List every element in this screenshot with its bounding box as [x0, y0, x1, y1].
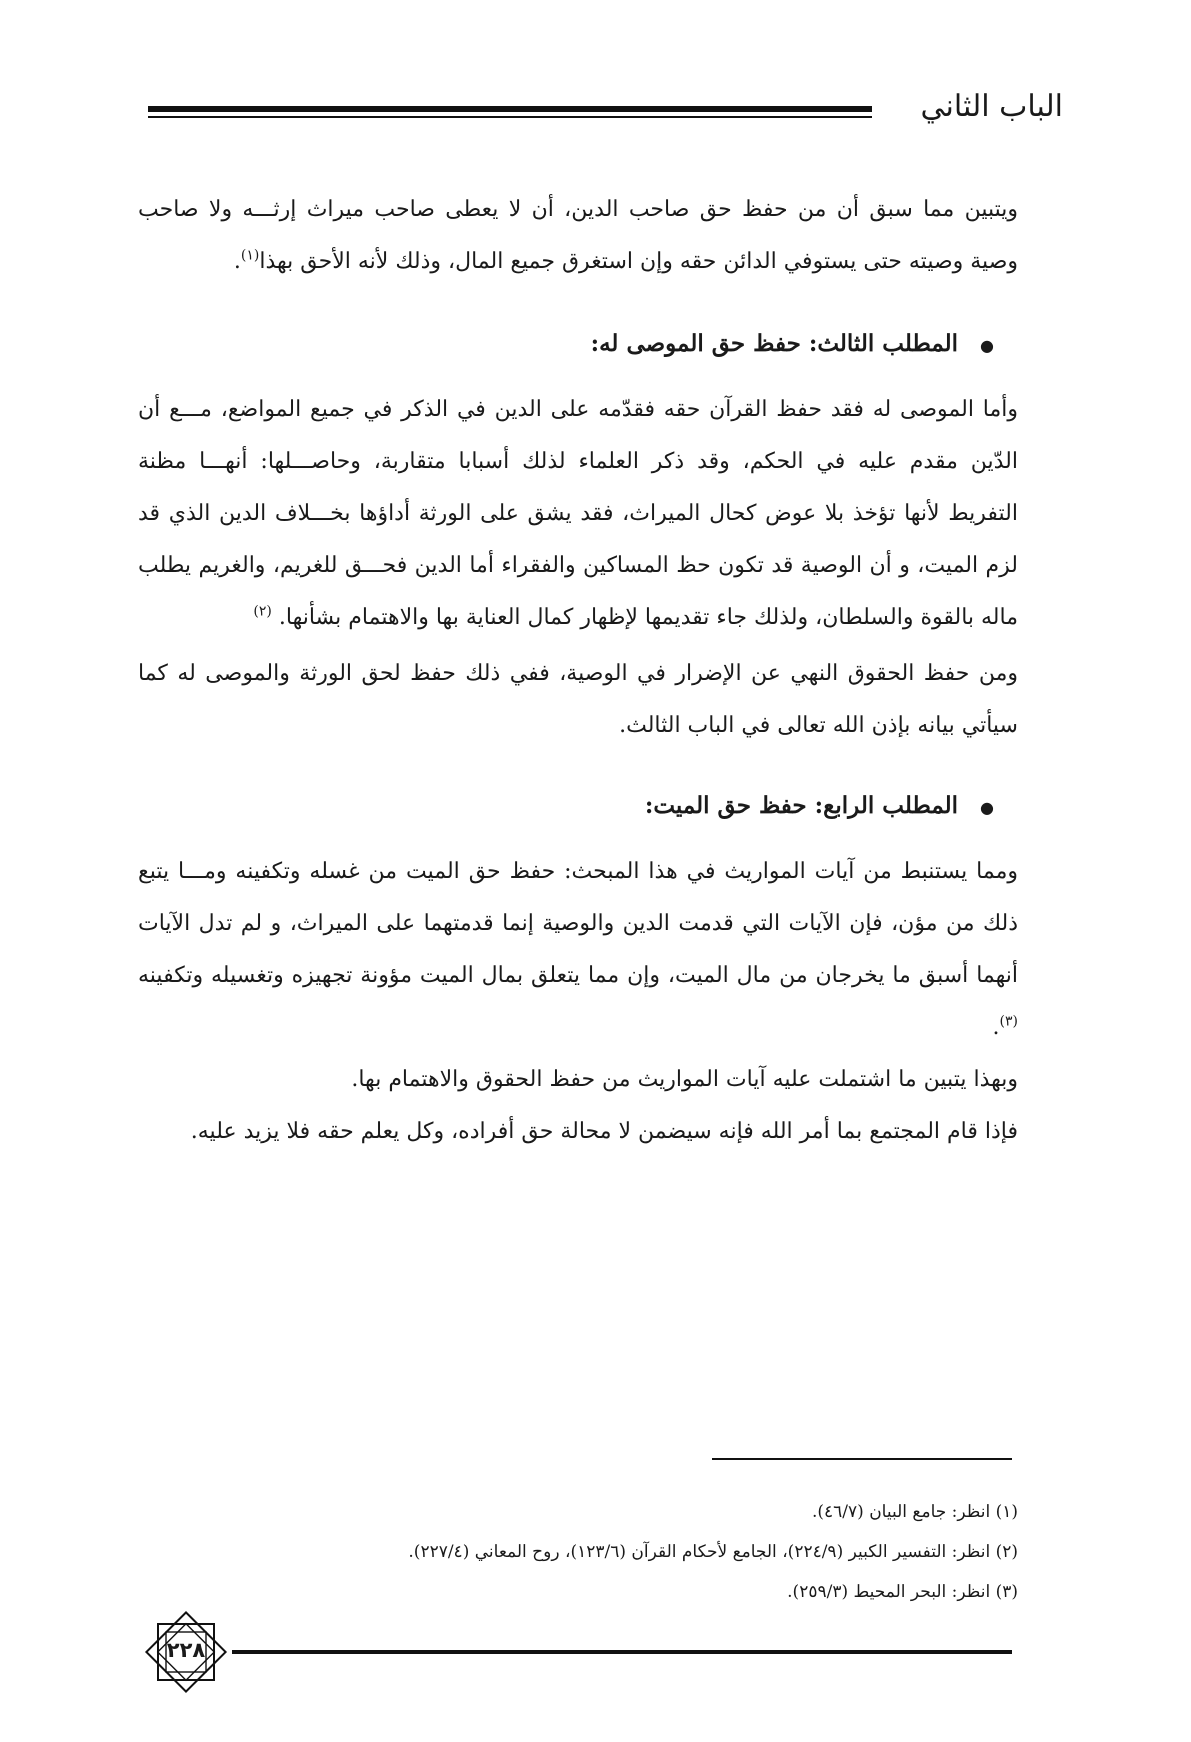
header-rule-thick	[148, 106, 872, 112]
paragraph-6: فإذا قام المجتمع بما أمر الله فإنه سيضمن لا محالة حق أفراده، وكل يعلم حقه فلا يزيد عليه.	[190, 1119, 1018, 1144]
paragraph-2	[138, 384, 1018, 644]
paragraph-5: وبهذا يتبين ما اشتملت عليه آيات المواريث من حفظ الحقوق والاهتمام بها.	[351, 1067, 1018, 1092]
paragraph-4: ومما يستنبط من آيات المواريث في هذا المبحث: حفظ حق الميت من غسله وتكفينه ومـــا يتبع ذلك من مؤن، فإن الآيات التي قدمت الدين والوصية إنما قدمتهما على الميراث، و لم تدل الآيات أنهما أسبق ما يخرجان من مال الميت، وإن مما يتعلق بمال الميت مؤونة تجهيزه وتغسيله وتكفينه $^{(٣)}$.	[138, 859, 1018, 1040]
page-number: ٢٢٨	[166, 1638, 206, 1662]
paragraph-2-text: وأما الموصى له فقد حفظ القرآن حقه فقدّمه على الدين في الذكر في جميع المواضع، مـــع أن الدّين مقدم عليه في الحكم، وقد ذكر العلماء لذلك أسبابا متقاربة، وحاصـــلها: أنهـــا مظنة التفريط لأنها تؤخذ بلا عوض كحال الميراث، فقد يشق على الورثة أداؤها بخـــلاف الدين الذي قد لزم الميت، و أن الوصية قد تكون حظ المساكين والفقراء أما الدين فحـــق للغريم، والغريم يطلب ماله بالقوة والسلطان، ولذلك جاء تقديمها لإظهار كمال العناية بها والاهتمام بشأنها.	[138, 397, 1018, 630]
footnote-2: (٢) انظر: التفسير الكبير (٢٢٤/٩)، الجامع لأحكام القرآن (١٢٣/٦)، روح المعاني (٢٢٧/٤).	[408, 1542, 1018, 1562]
page-number-ornament	[136, 1602, 236, 1702]
paragraph-4-text: ومما يستنبط من آيات المواريث في هذا المبحث: حفظ حق الميت من غسله وتكفينه ومـــا يتبع ذلك من مؤن، فإن الآيات التي قدمت الدين والوصية إنما قدمتهما على الميراث، و لم تدل الآيات أنهما أسبق ما يخرجان من مال الميت، وإن مما يتعلق بمال الميت مؤونة تجهيزه وتغسيله وتكفينه	[138, 859, 1018, 988]
section-heading-fourth-text: المطلب الرابع: حفظ حق الميت:	[644, 792, 959, 819]
footnote-ref-3: (٣)	[999, 1013, 1018, 1030]
paragraph-1-text: ويتبين مما سبق أن من حفظ حق صاحب الدين، أن لا يعطى صاحب ميراث إرثـــه ولا صاحب وصية وصيته حتى يستوفي الدائن حقه وإن استغرق جميع المال، وذلك لأنه الأحق بهذا	[138, 197, 1018, 274]
section-heading-fourth	[138, 778, 1018, 836]
footnote-3: (٣) انظر: البحر المحيط (٢٥٩/٣).	[787, 1582, 1018, 1602]
bullet-icon: ●	[980, 336, 994, 355]
paragraph-3: ومن حفظ الحقوق النهي عن الإضرار في الوصية، ففي ذلك حفظ لحق الورثة والموصى له كما سيأتي بيانه بإذن الله تعالى في الباب الثالث.	[138, 661, 1018, 738]
header-rule-thin	[148, 116, 872, 118]
section-heading-third	[138, 316, 1018, 374]
body-text	[138, 184, 1018, 1158]
section-heading-third-text: المطلب الثالث: حفظ حق الموصى له:	[590, 330, 959, 357]
footnote-1: (١) انظر: جامع البيان (٤٦/٧).	[811, 1502, 1018, 1522]
footer-rule	[232, 1650, 1012, 1654]
footnote-ref-2: (٢)	[253, 603, 272, 620]
footnote-separator	[712, 1458, 1012, 1460]
bullet-icon: ●	[980, 798, 994, 817]
paragraph-1: ويتبين مما سبق أن من حفظ حق صاحب الدين، أن لا يعطى صاحب ميراث إرثـــه ولا صاحب وصية وصيته حتى يستوفي الدائن حقه وإن استغرق جميع المال، وذلك لأنه الأحق بهذا$^{(١)}$.	[138, 197, 1018, 274]
footnotes	[138, 1492, 1018, 1612]
chapter-title: الباب الثاني	[920, 89, 1063, 124]
footnote-ref-1: (١)	[240, 247, 260, 264]
header-rule	[148, 106, 872, 120]
